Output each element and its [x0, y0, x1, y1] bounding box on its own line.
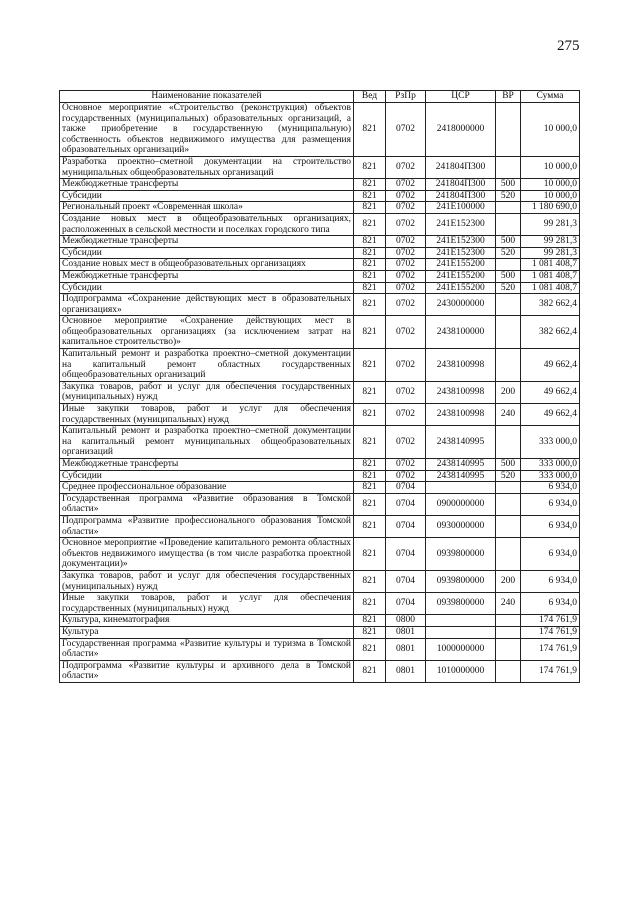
cell-csr: 241E155200: [426, 270, 496, 282]
cell-name: Межбюджетные трансферты: [60, 179, 354, 191]
cell-sum: 174 761,9: [521, 660, 580, 682]
cell-name: Региональный проект «Современная школа»: [60, 202, 354, 214]
table-row: [60, 270, 580, 282]
cell-csr: 2438100998: [426, 381, 496, 403]
cell-name: Основное мероприятие «Строительство (реконструкция) объектов государственных (муниципальных) образовательных организаций, а также приобретение в государственную (муниципальную) собственность объектов недвижимого имущества для размещения образовательных организаций»: [60, 103, 354, 157]
cell-csr: 241804П300: [426, 156, 496, 178]
table-row: [60, 570, 580, 592]
table-row: [60, 259, 580, 271]
cell-vr: [496, 426, 521, 459]
cell-rzpr: 0704: [386, 482, 426, 494]
table-row: [60, 179, 580, 191]
cell-vr: 500: [496, 270, 521, 282]
cell-ved: 821: [354, 282, 386, 294]
cell-csr: 0939800000: [426, 538, 496, 571]
cell-name: Культура: [60, 626, 354, 638]
header-name: Наименование показателей: [60, 91, 354, 103]
cell-csr: 241E152300: [426, 213, 496, 235]
cell-sum: 6 934,0: [521, 493, 580, 515]
cell-ved: 821: [354, 156, 386, 178]
cell-vr: 520: [496, 247, 521, 259]
cell-rzpr: 0702: [386, 190, 426, 202]
cell-sum: 333 000,0: [521, 426, 580, 459]
cell-name: Межбюджетные трансферты: [60, 459, 354, 471]
cell-rzpr: 0704: [386, 515, 426, 537]
cell-vr: [496, 615, 521, 627]
cell-csr: [426, 615, 496, 627]
table-row: [60, 381, 580, 403]
cell-vr: [496, 638, 521, 660]
table-row: [60, 593, 580, 615]
cell-vr: [496, 103, 521, 157]
cell-rzpr: 0704: [386, 570, 426, 592]
cell-ved: 821: [354, 426, 386, 459]
cell-name: Подпрограмма «Развитие культуры и архивного дела в Томской области»: [60, 660, 354, 682]
cell-csr: 241804П300: [426, 190, 496, 202]
cell-sum: 10 000,0: [521, 179, 580, 191]
cell-csr: 241804П300: [426, 179, 496, 191]
cell-ved: 821: [354, 482, 386, 494]
cell-csr: 2418000000: [426, 103, 496, 157]
cell-rzpr: 0702: [386, 349, 426, 382]
cell-csr: 2438100998: [426, 349, 496, 382]
cell-name: Закупка товаров, работ и услуг для обеспечения государственных (муниципальных) нужд: [60, 381, 354, 403]
cell-csr: 0930000000: [426, 515, 496, 537]
cell-rzpr: 0702: [386, 156, 426, 178]
cell-vr: 520: [496, 470, 521, 482]
table-row: [60, 459, 580, 471]
header-ved: Вед: [354, 91, 386, 103]
cell-csr: 2430000000: [426, 294, 496, 316]
cell-csr: 2438140995: [426, 459, 496, 471]
cell-rzpr: 0702: [386, 316, 426, 349]
cell-rzpr: 0702: [386, 179, 426, 191]
cell-name: Подпрограмма «Развитие профессионального образования Томской области»: [60, 515, 354, 537]
cell-rzpr: 0801: [386, 626, 426, 638]
cell-csr: 241E152300: [426, 247, 496, 259]
cell-rzpr: 0704: [386, 593, 426, 615]
cell-ved: 821: [354, 294, 386, 316]
cell-vr: [496, 660, 521, 682]
cell-vr: [496, 156, 521, 178]
table-row: [60, 294, 580, 316]
table-row: [60, 282, 580, 294]
cell-sum: 99 281,3: [521, 213, 580, 235]
cell-sum: 382 662,4: [521, 294, 580, 316]
table-row: [60, 247, 580, 259]
cell-ved: 821: [354, 259, 386, 271]
header-vr: ВР: [496, 91, 521, 103]
cell-ved: 821: [354, 593, 386, 615]
cell-rzpr: 0702: [386, 404, 426, 426]
cell-ved: 821: [354, 202, 386, 214]
cell-ved: 821: [354, 570, 386, 592]
cell-vr: [496, 493, 521, 515]
cell-name: Основное мероприятие «Сохранение действующих мест в общеобразовательных организациях (за исключением затрат на капитальное строительство)»: [60, 316, 354, 349]
cell-name: Среднее профессиональное образование: [60, 482, 354, 494]
cell-ved: 821: [354, 470, 386, 482]
cell-sum: 99 281,3: [521, 236, 580, 248]
table-row: [60, 103, 580, 157]
cell-name: Подпрограмма «Сохранение действующих мест в образовательных организациях»: [60, 294, 354, 316]
cell-ved: 821: [354, 179, 386, 191]
cell-ved: 821: [354, 236, 386, 248]
cell-csr: 2438100000: [426, 316, 496, 349]
cell-rzpr: 0801: [386, 660, 426, 682]
cell-vr: 200: [496, 570, 521, 592]
table-header-row: [60, 91, 580, 103]
cell-ved: 821: [354, 316, 386, 349]
cell-ved: 821: [354, 638, 386, 660]
cell-name: Субсидии: [60, 190, 354, 202]
cell-name: Субсидии: [60, 247, 354, 259]
cell-name: Создание новых мест в общеобразовательных организациях, расположенных в сельской местности и поселках городского типа: [60, 213, 354, 235]
cell-rzpr: 0702: [386, 294, 426, 316]
cell-name: Культура, кинематография: [60, 615, 354, 627]
cell-rzpr: 0702: [386, 426, 426, 459]
cell-sum: 174 761,9: [521, 615, 580, 627]
cell-name: Субсидии: [60, 470, 354, 482]
cell-vr: [496, 202, 521, 214]
cell-rzpr: 0704: [386, 493, 426, 515]
cell-vr: 200: [496, 381, 521, 403]
cell-csr: 2438140995: [426, 470, 496, 482]
cell-sum: 6 934,0: [521, 593, 580, 615]
cell-sum: 174 761,9: [521, 638, 580, 660]
cell-name: Государственная программа «Развитие образования в Томской области»: [60, 493, 354, 515]
cell-name: Межбюджетные трансферты: [60, 236, 354, 248]
cell-sum: 1 081 408,7: [521, 270, 580, 282]
cell-csr: 0900000000: [426, 493, 496, 515]
cell-rzpr: 0702: [386, 103, 426, 157]
cell-csr: [426, 626, 496, 638]
cell-name: Создание новых мест в общеобразовательных организациях: [60, 259, 354, 271]
cell-ved: 821: [354, 660, 386, 682]
cell-ved: 821: [354, 493, 386, 515]
cell-ved: 821: [354, 381, 386, 403]
table-row: [60, 493, 580, 515]
table-row: [60, 426, 580, 459]
cell-vr: 240: [496, 593, 521, 615]
cell-rzpr: 0702: [386, 459, 426, 471]
cell-sum: 6 934,0: [521, 515, 580, 537]
table-row: [60, 482, 580, 494]
cell-vr: [496, 213, 521, 235]
table-row: [60, 316, 580, 349]
cell-sum: 99 281,3: [521, 247, 580, 259]
cell-ved: 821: [354, 247, 386, 259]
table-row: [60, 470, 580, 482]
table-row: [60, 626, 580, 638]
table-row: [60, 615, 580, 627]
table-row: [60, 660, 580, 682]
header-sum: Сумма: [521, 91, 580, 103]
cell-vr: [496, 482, 521, 494]
table-row: [60, 538, 580, 571]
table-row: [60, 236, 580, 248]
cell-sum: 333 000,0: [521, 470, 580, 482]
cell-vr: [496, 316, 521, 349]
cell-sum: 49 662,4: [521, 381, 580, 403]
cell-csr: 241E155200: [426, 282, 496, 294]
cell-csr: 2438140995: [426, 426, 496, 459]
table-row: [60, 213, 580, 235]
cell-csr: 1000000000: [426, 638, 496, 660]
cell-name: Закупка товаров, работ и услуг для обеспечения государственных (муниципальных) нужд: [60, 570, 354, 592]
cell-sum: 1 180 690,0: [521, 202, 580, 214]
cell-csr: 1010000000: [426, 660, 496, 682]
cell-vr: 520: [496, 282, 521, 294]
cell-vr: 500: [496, 459, 521, 471]
cell-sum: 49 662,4: [521, 404, 580, 426]
cell-rzpr: 0702: [386, 213, 426, 235]
cell-ved: 821: [354, 190, 386, 202]
cell-name: Государственная программа «Развитие культуры и туризма в Томской области»: [60, 638, 354, 660]
cell-name: Капитальный ремонт и разработка проектно–сметной документации на капитальный ремонт муниципальных общеобразовательных организаций: [60, 426, 354, 459]
cell-sum: 174 761,9: [521, 626, 580, 638]
cell-name: Основное мероприятие «Проведение капитального ремонта областных объектов недвижимого имущества (в том числе разработка проектной документации)»: [60, 538, 354, 571]
cell-vr: [496, 515, 521, 537]
cell-rzpr: 0702: [386, 247, 426, 259]
cell-rzpr: 0801: [386, 638, 426, 660]
cell-ved: 821: [354, 538, 386, 571]
table-row: [60, 404, 580, 426]
cell-vr: 500: [496, 179, 521, 191]
table-row: [60, 156, 580, 178]
cell-vr: [496, 538, 521, 571]
budget-table: [59, 90, 580, 683]
cell-vr: [496, 349, 521, 382]
cell-ved: 821: [354, 515, 386, 537]
cell-ved: 821: [354, 270, 386, 282]
cell-sum: 10 000,0: [521, 190, 580, 202]
cell-vr: [496, 626, 521, 638]
cell-csr: 0939800000: [426, 570, 496, 592]
cell-rzpr: 0702: [386, 470, 426, 482]
cell-sum: 333 000,0: [521, 459, 580, 471]
cell-sum: 382 662,4: [521, 316, 580, 349]
cell-name: Иные закупки товаров, работ и услуг для обеспечения государственных (муниципальных) нужд: [60, 593, 354, 615]
cell-vr: 240: [496, 404, 521, 426]
table-row: [60, 638, 580, 660]
cell-ved: 821: [354, 404, 386, 426]
cell-ved: 821: [354, 459, 386, 471]
cell-csr: [426, 482, 496, 494]
cell-rzpr: 0702: [386, 202, 426, 214]
cell-sum: 49 662,4: [521, 349, 580, 382]
cell-rzpr: 0702: [386, 259, 426, 271]
cell-csr: 2438100998: [426, 404, 496, 426]
table-row: [60, 202, 580, 214]
page-number: 275: [557, 38, 580, 54]
table-row: [60, 190, 580, 202]
cell-name: Межбюджетные трансферты: [60, 270, 354, 282]
cell-ved: 821: [354, 103, 386, 157]
cell-sum: 10 000,0: [521, 156, 580, 178]
cell-vr: [496, 294, 521, 316]
cell-ved: 821: [354, 213, 386, 235]
cell-name: Иные закупки товаров, работ и услуг для обеспечения государственных (муниципальных) нужд: [60, 404, 354, 426]
cell-rzpr: 0702: [386, 270, 426, 282]
cell-ved: 821: [354, 626, 386, 638]
cell-sum: 10 000,0: [521, 103, 580, 157]
cell-csr: 0939800000: [426, 593, 496, 615]
header-csr: ЦСР: [426, 91, 496, 103]
cell-name: Капитальный ремонт и разработка проектно–сметной документации на капитальный ремонт областных государственных общеобразовательных организаций: [60, 349, 354, 382]
cell-name: Разработка проектно–сметной документации на строительство муниципальных общеобразовательных организаций: [60, 156, 354, 178]
cell-rzpr: 0702: [386, 282, 426, 294]
cell-csr: 241E100000: [426, 202, 496, 214]
cell-ved: 821: [354, 615, 386, 627]
cell-ved: 821: [354, 349, 386, 382]
cell-vr: [496, 259, 521, 271]
cell-sum: 1 081 408,7: [521, 259, 580, 271]
cell-csr: 241E155200: [426, 259, 496, 271]
cell-sum: 1 081 408,7: [521, 282, 580, 294]
table-row: [60, 515, 580, 537]
cell-rzpr: 0704: [386, 538, 426, 571]
cell-rzpr: 0702: [386, 236, 426, 248]
cell-rzpr: 0702: [386, 381, 426, 403]
header-rzpr: РзПр: [386, 91, 426, 103]
table-row: [60, 349, 580, 382]
cell-vr: 500: [496, 236, 521, 248]
cell-sum: 6 934,0: [521, 482, 580, 494]
cell-csr: 241E152300: [426, 236, 496, 248]
cell-name: Субсидии: [60, 282, 354, 294]
cell-sum: 6 934,0: [521, 538, 580, 571]
cell-sum: 6 934,0: [521, 570, 580, 592]
cell-vr: 520: [496, 190, 521, 202]
cell-rzpr: 0800: [386, 615, 426, 627]
